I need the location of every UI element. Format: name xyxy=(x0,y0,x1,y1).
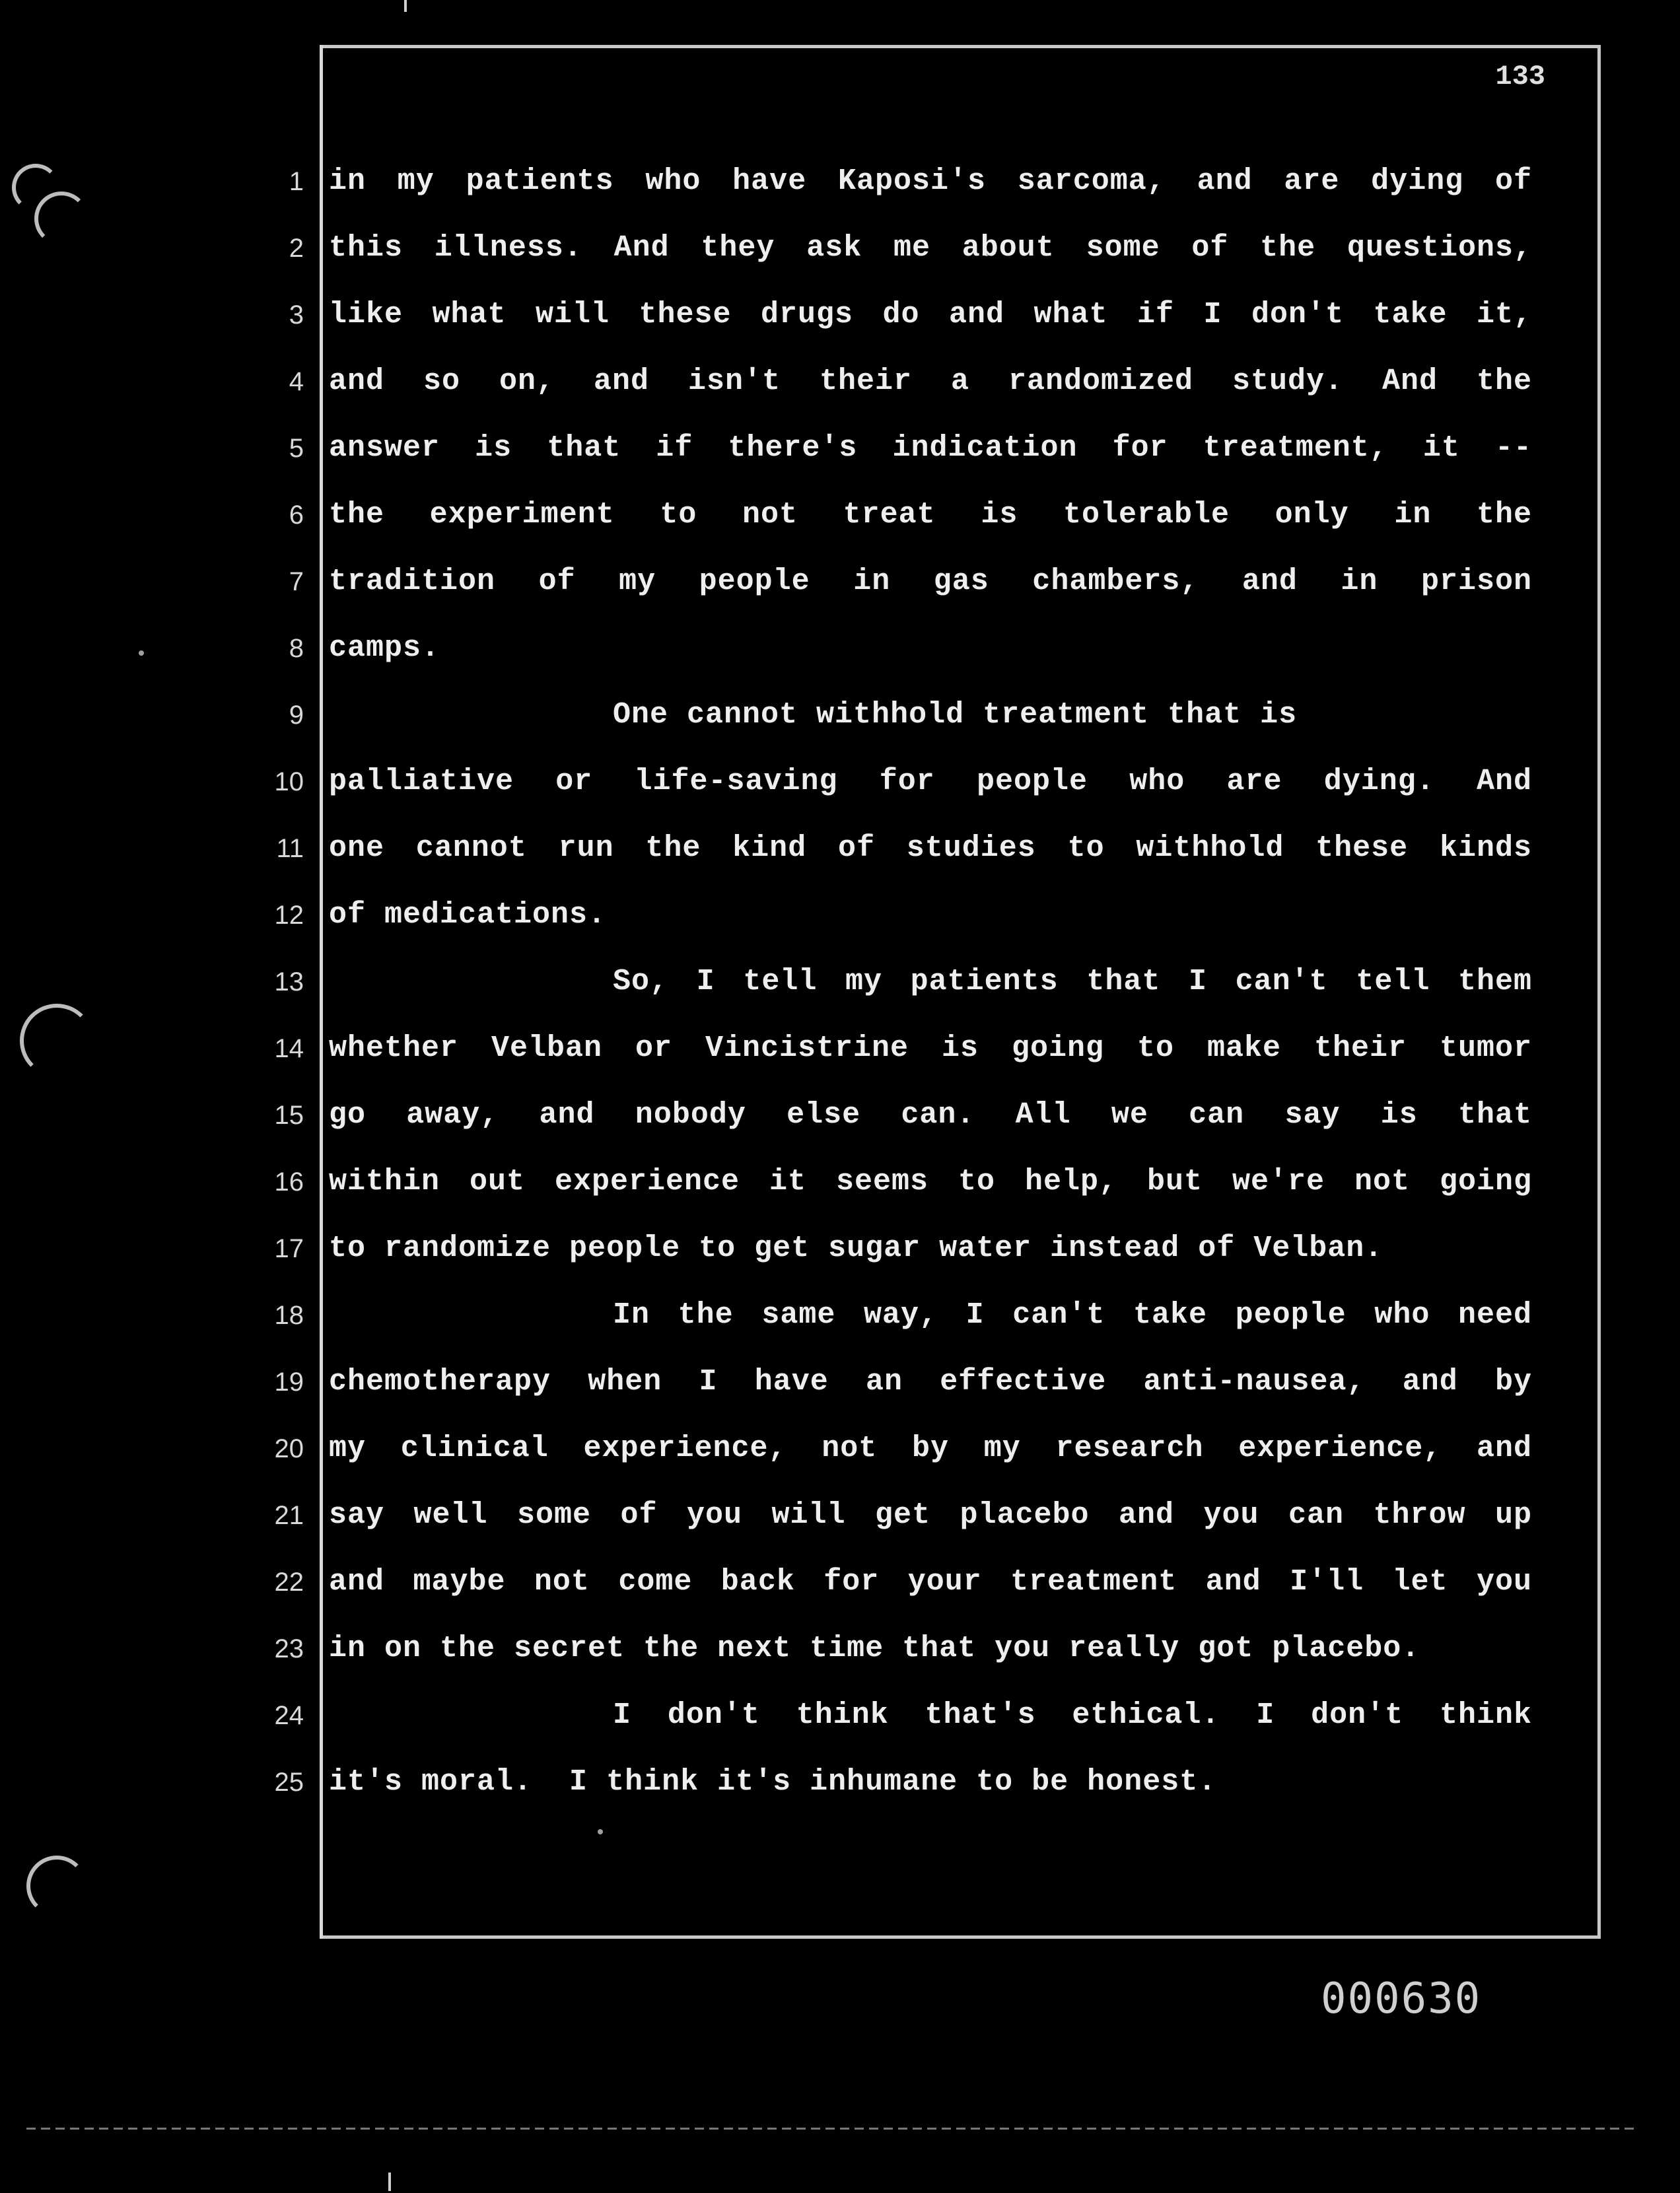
transcript-line: my clinical experience, not by my research experience, and xyxy=(329,1432,1532,1465)
transcript-line: of medications. xyxy=(329,898,607,932)
line-number: 11 xyxy=(276,834,304,863)
transcript-body xyxy=(329,162,1532,1829)
line-number: 21 xyxy=(274,1501,304,1530)
line-number: 2 xyxy=(289,234,304,263)
line-number: 1 xyxy=(289,167,304,196)
line-number: 5 xyxy=(289,434,304,463)
line-number-rule xyxy=(320,45,323,1939)
binder-hole-bottom xyxy=(26,1856,87,1916)
line-number: 7 xyxy=(289,567,304,596)
line-number: 6 xyxy=(289,501,304,530)
line-number: 20 xyxy=(274,1434,304,1463)
scan-speck xyxy=(139,650,144,656)
page-number: 133 xyxy=(1495,61,1545,92)
transcript-line: chemotherapy when I have an effective anti-nausea, and by xyxy=(329,1365,1532,1399)
transcript-line: one cannot run the kind of studies to withhold these kinds xyxy=(329,831,1532,865)
line-number: 19 xyxy=(274,1368,304,1397)
transcript-line: palliative or life-saving for people who are dying. And xyxy=(329,765,1532,798)
scan-mark-bottom xyxy=(388,2173,391,2191)
line-number: 18 xyxy=(274,1301,304,1330)
transcript-line: So, I tell my patients that I can't tell them xyxy=(613,965,1532,998)
binder-hole-middle xyxy=(20,1004,94,1078)
transcript-line: say well some of you will get placebo and you can throw up xyxy=(329,1498,1532,1532)
transcript-line: it's moral. I think it's inhumane to be honest. xyxy=(329,1765,1217,1799)
transcript-line: tradition of my people in gas chambers, and in prison xyxy=(329,565,1532,598)
line-number: 16 xyxy=(274,1167,304,1197)
line-number: 14 xyxy=(274,1034,304,1063)
transcript-line: and maybe not come back for your treatment and I'll let you xyxy=(329,1565,1532,1599)
line-number: 8 xyxy=(289,634,304,663)
transcript-line: the experiment to not treat is tolerable only in the xyxy=(329,498,1532,532)
line-number: 22 xyxy=(274,1568,304,1597)
line-number: 24 xyxy=(274,1701,304,1730)
transcript-line: answer is that if there's indication for treatment, it -- xyxy=(329,431,1532,465)
transcript-line: like what will these drugs do and what if I don't take it, xyxy=(329,298,1532,331)
transcript-line: within out experience it seems to help, but we're not going xyxy=(329,1165,1532,1199)
line-number-column xyxy=(238,162,304,1829)
transcript-line: I don't think that's ethical. I don't think xyxy=(613,1698,1532,1732)
transcript-line: One cannot withhold treatment that is xyxy=(613,698,1298,732)
bottom-rule xyxy=(26,2128,1638,2130)
transcript-line: to randomize people to get sugar water instead of Velban. xyxy=(329,1232,1383,1265)
line-number: 10 xyxy=(274,767,304,796)
line-number: 3 xyxy=(289,300,304,330)
transcript-line: and so on, and isn't their a randomized study. And the xyxy=(329,365,1532,398)
transcript-line: whether Velban or Vincistrine is going to make their tumor xyxy=(329,1031,1532,1065)
line-number: 13 xyxy=(274,967,304,996)
line-number: 12 xyxy=(274,901,304,930)
line-number: 25 xyxy=(274,1768,304,1797)
line-number: 23 xyxy=(274,1634,304,1663)
line-number: 9 xyxy=(289,701,304,730)
transcript-line: In the same way, I can't take people who need xyxy=(613,1298,1532,1332)
transcript-line: camps. xyxy=(329,631,440,665)
transcript-line: in my patients who have Kaposi's sarcoma, and are dying of xyxy=(329,164,1532,198)
line-number: 4 xyxy=(289,367,304,396)
binder-hole-top-inner xyxy=(34,191,88,246)
scan-mark-top xyxy=(404,0,407,12)
transcript-line: in on the secret the next time that you really got placebo. xyxy=(329,1632,1420,1665)
bates-number: 000630 xyxy=(1321,1974,1482,2023)
transcript-line: go away, and nobody else can. All we can say is that xyxy=(329,1098,1532,1132)
transcript-line: this illness. And they ask me about some of the questions, xyxy=(329,231,1532,265)
line-number: 15 xyxy=(274,1101,304,1130)
line-number: 17 xyxy=(274,1234,304,1263)
